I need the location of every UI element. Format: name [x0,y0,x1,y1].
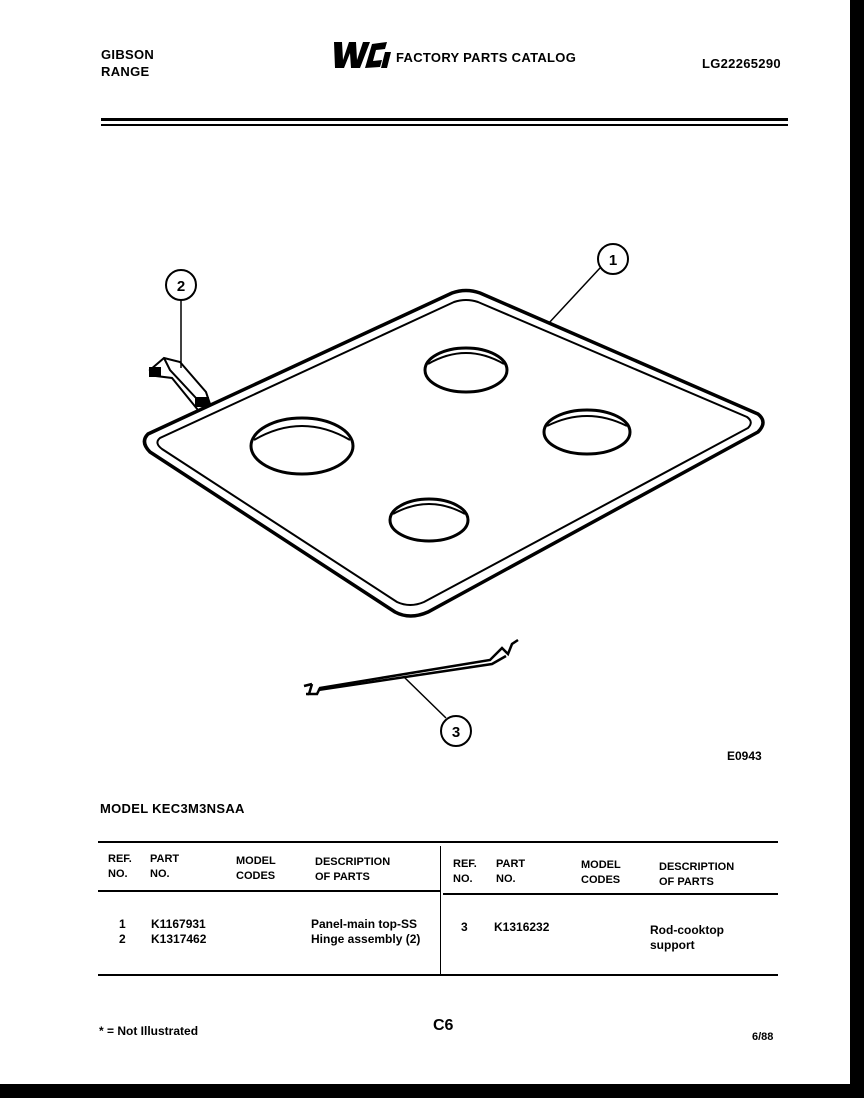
catalog-title: FACTORY PARTS CATALOG [396,50,577,65]
row-description: Hinge assembly (2) [311,932,421,946]
header-part-left: PART NO. [150,853,180,880]
callout-2-label: 2 [176,278,186,295]
logo-text: WCI [330,40,332,41]
support-rod [304,640,518,694]
cooktop-panel [144,291,763,617]
figure-id: E0943 [727,749,762,763]
row-description: Panel-main top-SS [311,917,418,931]
header-codes-right: MODEL CODES [581,859,621,886]
table-column-separator [440,846,441,976]
row-ref: 2 [119,932,126,946]
catalog-number: LG22265290 [702,56,781,71]
row-description: Rod-cooktop support [650,923,724,952]
callout-1-label: 1 [608,252,618,269]
header-ref-left: REF. NO. [108,853,132,880]
footnote-not-illustrated: * = Not Illustrated [99,1024,199,1038]
brand-name: GIBSON [101,47,155,62]
callout-3 [441,716,471,746]
table-header-rule-right [443,893,778,895]
table-header-rule-left [98,890,440,892]
header-ref-right: REF. NO. [453,858,477,885]
row-part-no: K1317462 [151,932,207,946]
header-desc-left: DESCRIPTION OF PARTS [315,856,391,883]
model-number: MODEL KEC3M3NSAA [100,801,245,816]
header-codes-left: MODEL CODES [236,855,276,882]
row-ref: 1 [119,917,126,931]
burner-opening-right [544,410,630,454]
table-rule-bottom [98,974,778,976]
burner-opening-left [251,418,353,474]
row-ref: 3 [461,920,468,934]
table-rule-top [98,841,778,843]
hinge-assembly [150,358,210,410]
header-desc-right: DESCRIPTION OF PARTS [659,861,735,888]
header-part-right: PART NO. [496,858,526,885]
burner-opening-front [390,499,468,541]
callout-3-label: 3 [451,724,461,741]
product-name: RANGE [101,64,150,79]
revision-date: 6/88 [752,1031,774,1043]
callout-1 [598,244,628,274]
burner-opening-back [425,348,507,392]
row-part-no: K1316232 [494,920,550,934]
row-part-no: K1167931 [151,917,206,931]
page-number: C6 [433,1017,454,1034]
callout-2 [166,270,196,300]
